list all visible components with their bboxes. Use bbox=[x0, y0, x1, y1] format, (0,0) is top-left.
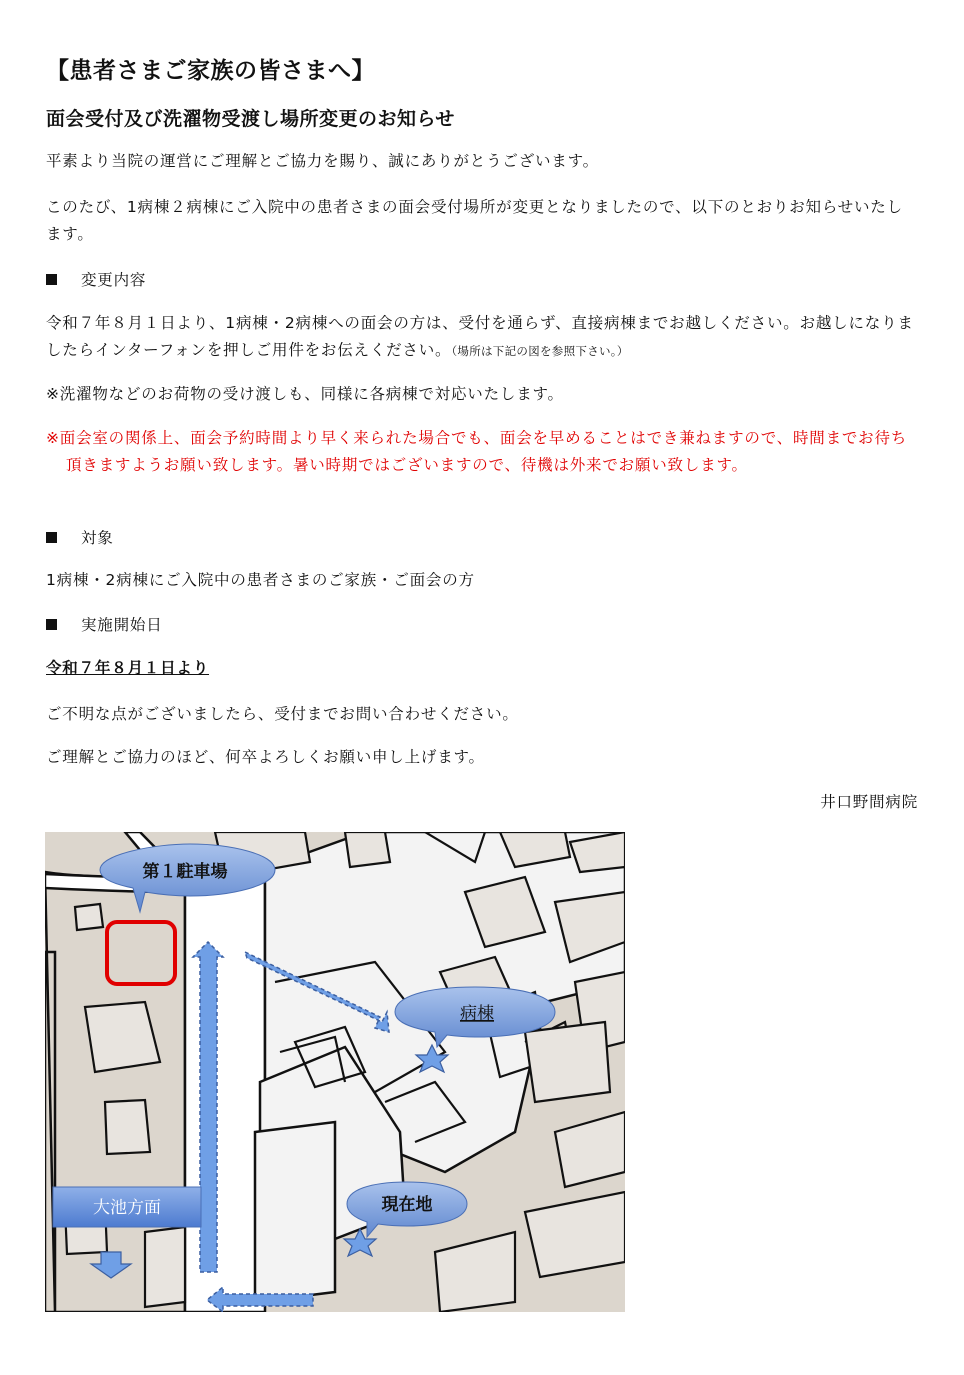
section-target-heading bbox=[46, 526, 114, 548]
change-body-note: （場所は下記の図を参照下さい。） bbox=[451, 344, 629, 358]
section-change-heading bbox=[46, 268, 146, 290]
access-map-svg bbox=[45, 832, 625, 1312]
direction-box bbox=[53, 1187, 201, 1227]
hospital-signature: 井口野間病院 bbox=[820, 793, 918, 811]
laundry-note: ※洗濯物などのお荷物の受け渡しも、同様に各病棟で対応いたします。 bbox=[46, 385, 564, 403]
inquiry-paragraph: ご不明な点がございましたら、受付までお問い合わせください。 bbox=[46, 705, 519, 723]
ward-label: 病棟 bbox=[460, 1004, 494, 1023]
change-body-main: 令和７年８月１日より、1病棟・2病棟への面会の方は、受付を通らず、直接病棟までお越しください。お越しになりましたらインターフォンを押しご用件をお伝えください。 bbox=[46, 314, 914, 359]
section-target-label: 対象 bbox=[81, 529, 114, 547]
current-location-label: 現在地 bbox=[381, 1195, 433, 1214]
section-start-label: 実施開始日 bbox=[81, 616, 163, 634]
bullet-square-icon bbox=[46, 274, 57, 285]
notice-subtitle: 面会受付及び洗濯物受渡し場所変更のお知らせ bbox=[46, 108, 455, 130]
bullet-square-icon bbox=[46, 619, 57, 630]
access-map bbox=[45, 832, 625, 1312]
parking-label: 第１駐車場 bbox=[142, 862, 228, 881]
bullet-square-icon bbox=[46, 532, 57, 543]
direction-label: 大池方面 bbox=[93, 1198, 161, 1217]
intro-paragraph: このたび、1病棟２病棟にご入院中の患者さまの面会受付場所が変更となりましたので、以下のとおりお知らせいたします。 bbox=[46, 198, 903, 243]
greeting-paragraph: 平素より当院の運営にご理解とご協力を賜り、誠にありがとうございます。 bbox=[46, 152, 599, 170]
start-date: 令和７年８月１日より bbox=[46, 659, 210, 677]
target-body: 1病棟・2病棟にご入院中の患者さまのご家族・ご面会の方 bbox=[46, 571, 475, 589]
thanks-paragraph: ご理解とご協力のほど、何卒よろしくお願い申し上げます。 bbox=[46, 748, 485, 766]
change-body bbox=[46, 310, 918, 365]
waiting-warning: ※面会室の関係上、面会予約時間より早く来られた場合でも、面会を早めることはでき兼ねますので、時間までお待ち頂きますようお願い致します。暑い時期ではございますので、待機は外来でお願い致します。 bbox=[46, 429, 908, 474]
notice-title: 【患者さまご家族の皆さまへ】 bbox=[46, 58, 375, 84]
section-change-label: 変更内容 bbox=[81, 271, 147, 289]
section-start-heading bbox=[46, 613, 163, 635]
